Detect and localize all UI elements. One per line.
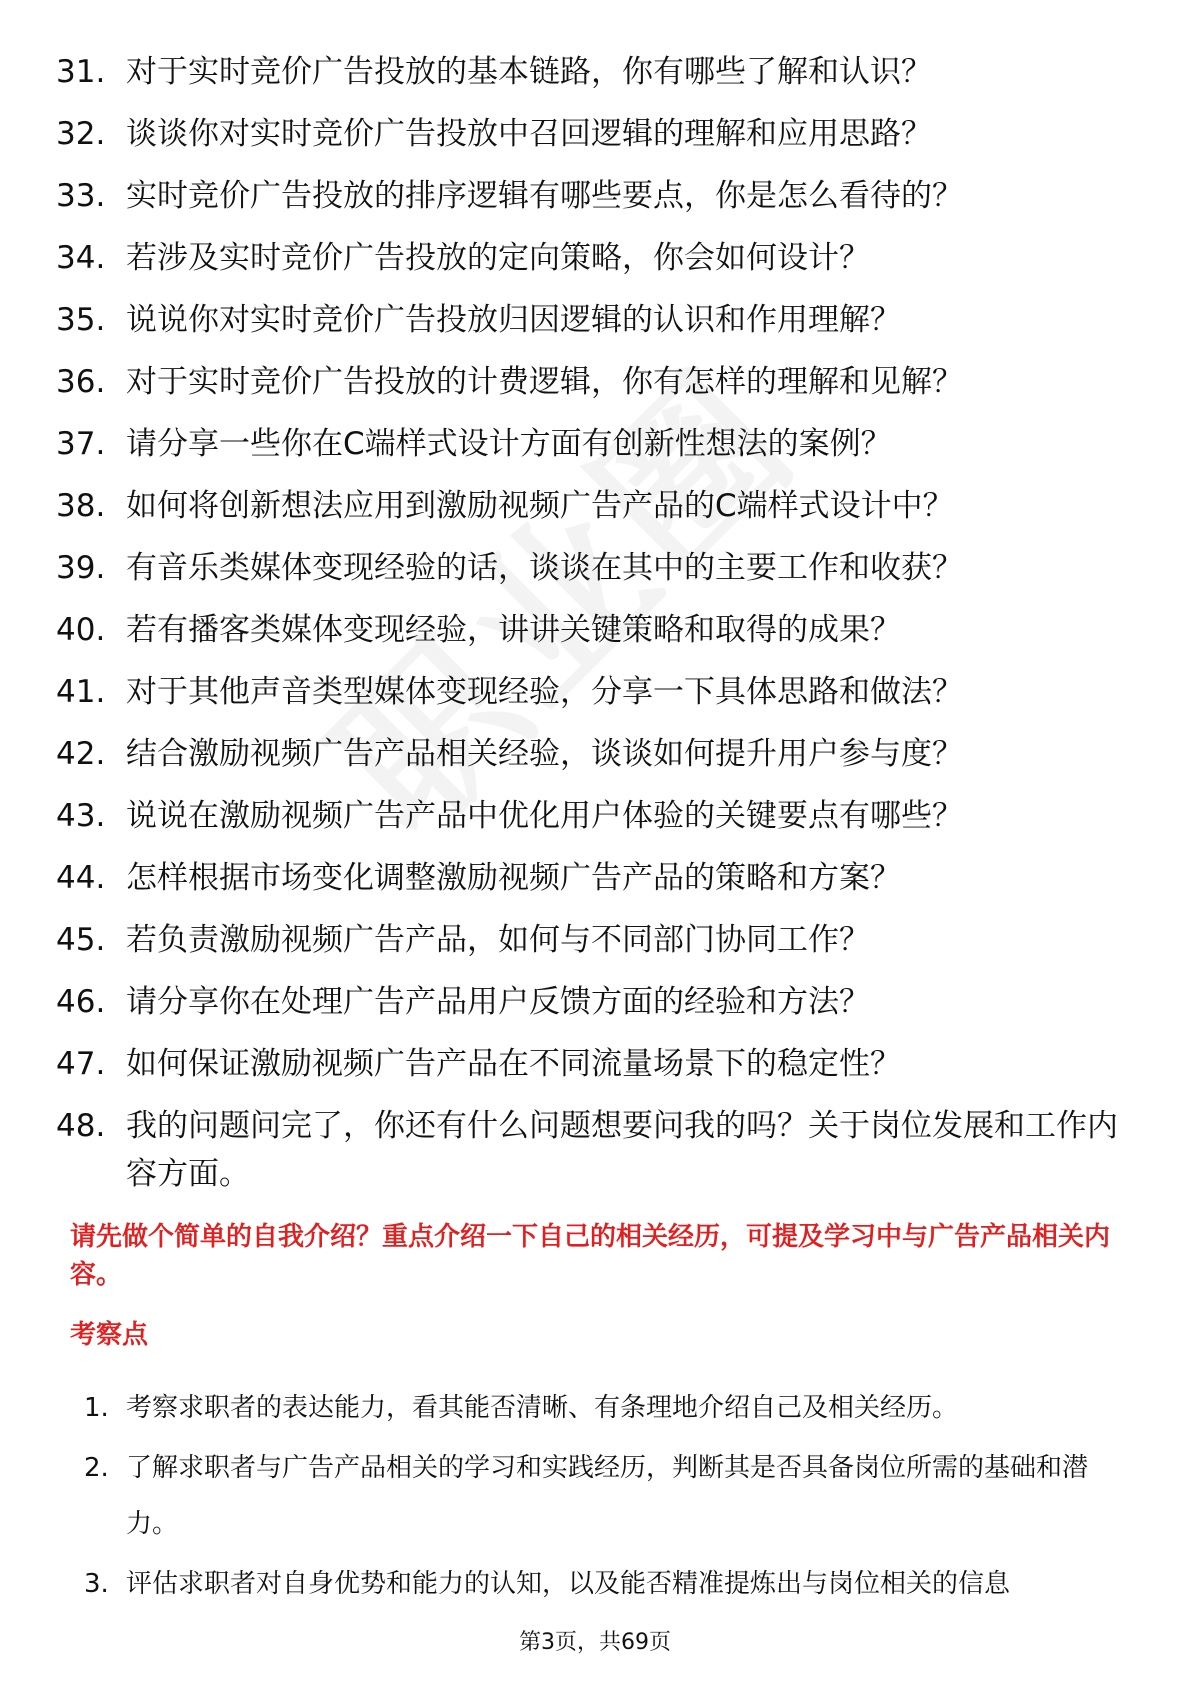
question-text: 若涉及实时竞价广告投放的定向策略，你会如何设计？: [126, 240, 870, 276]
question-text: 说说在激励视频广告产品中优化用户体验的关键要点有哪些？: [126, 798, 963, 834]
question-number: 44.: [56, 860, 106, 896]
page-footer: 第3页，共69页: [519, 1630, 671, 1655]
question-text: 怎样根据市场变化调整激励视频广告产品的策略和方案？: [126, 860, 901, 896]
question-text: 有音乐类媒体变现经验的话，谈谈在其中的主要工作和收获？: [126, 550, 963, 586]
question-item: [56, 916, 1126, 964]
question-number: 40.: [56, 612, 106, 648]
section-title: 考察点: [70, 1320, 149, 1350]
question-number: 34.: [56, 240, 106, 276]
question-text: 谈谈你对实时竞价广告投放中召回逻辑的理解和应用思路？: [126, 116, 932, 152]
question-text: 若有播客类媒体变现经验，讲讲关键策略和取得的成果？: [126, 612, 901, 648]
question-text: 说说你对实时竞价广告投放归因逻辑的认识和作用理解？: [126, 302, 901, 338]
question-item: [56, 854, 1126, 902]
question-text: 实时竞价广告投放的排序逻辑有哪些要点，你是怎么看待的？: [126, 178, 963, 214]
question-number: 31.: [56, 54, 106, 90]
question-item: [56, 172, 1126, 220]
question-item: [56, 544, 1126, 592]
highlight-question: 请先做个简单的自我介绍？重点介绍一下自己的相关经历，可提及学习中与广告产品相关内容。: [70, 1222, 1111, 1290]
question-item: [56, 1102, 1126, 1198]
question-number: 38.: [56, 488, 106, 524]
point-text: 了解求职者与广告产品相关的学习和实践经历，判断其是否具备岗位所需的基础和潜力。: [126, 1453, 1089, 1539]
question-list: [56, 48, 1126, 1212]
point-number: 3.: [84, 1569, 109, 1599]
question-item: [56, 730, 1126, 778]
question-number: 33.: [56, 178, 106, 214]
question-item: [56, 420, 1126, 468]
assessment-point: [84, 1556, 1124, 1612]
question-item: [56, 792, 1126, 840]
assessment-points-list: [84, 1380, 1124, 1616]
question-item: [56, 234, 1126, 282]
question-text: 请分享一些你在C端样式设计方面有创新性想法的案例？: [126, 426, 892, 462]
question-text: 如何将创新想法应用到激励视频广告产品的C端样式设计中？: [126, 488, 954, 524]
question-number: 41.: [56, 674, 106, 710]
question-item: [56, 1040, 1126, 1088]
question-number: 43.: [56, 798, 106, 834]
question-text: 如何保证激励视频广告产品在不同流量场景下的稳定性？: [126, 1046, 901, 1082]
question-text: 对于实时竞价广告投放的计费逻辑，你有怎样的理解和见解？: [126, 364, 963, 400]
question-text: 对于其他声音类型媒体变现经验，分享一下具体思路和做法？: [126, 674, 963, 710]
question-text: 请分享你在处理广告产品用户反馈方面的经验和方法？: [126, 984, 870, 1020]
question-number: 35.: [56, 302, 106, 338]
question-number: 48.: [56, 1108, 106, 1144]
question-item: [56, 482, 1126, 530]
question-item: [56, 296, 1126, 344]
question-text: 对于实时竞价广告投放的基本链路，你有哪些了解和认识？: [126, 54, 932, 90]
question-item: [56, 668, 1126, 716]
question-item: [56, 606, 1126, 654]
question-item: [56, 978, 1126, 1026]
question-text: 我的问题问完了，你还有什么问题想要问我的吗？关于岗位发展和工作内容方面。: [126, 1108, 1118, 1192]
question-number: 47.: [56, 1046, 106, 1082]
assessment-point: [84, 1380, 1124, 1436]
question-number: 46.: [56, 984, 106, 1020]
question-text: 结合激励视频广告产品相关经验，谈谈如何提升用户参与度？: [126, 736, 963, 772]
question-item: [56, 48, 1126, 96]
point-number: 2.: [84, 1453, 109, 1483]
point-number: 1.: [84, 1393, 109, 1423]
question-item: [56, 358, 1126, 406]
question-number: 42.: [56, 736, 106, 772]
question-number: 39.: [56, 550, 106, 586]
question-number: 37.: [56, 426, 106, 462]
point-text: 考察求职者的表达能力，看其能否清晰、有条理地介绍自己及相关经历。: [126, 1393, 959, 1423]
question-item: [56, 110, 1126, 158]
question-number: 45.: [56, 922, 106, 958]
question-text: 若负责激励视频广告产品，如何与不同部门协同工作？: [126, 922, 870, 958]
question-number: 32.: [56, 116, 106, 152]
assessment-point: [84, 1440, 1124, 1552]
question-number: 36.: [56, 364, 106, 400]
point-text: 评估求职者对自身优势和能力的认知，以及能否精准提炼出与岗位相关的信息: [126, 1569, 1011, 1599]
